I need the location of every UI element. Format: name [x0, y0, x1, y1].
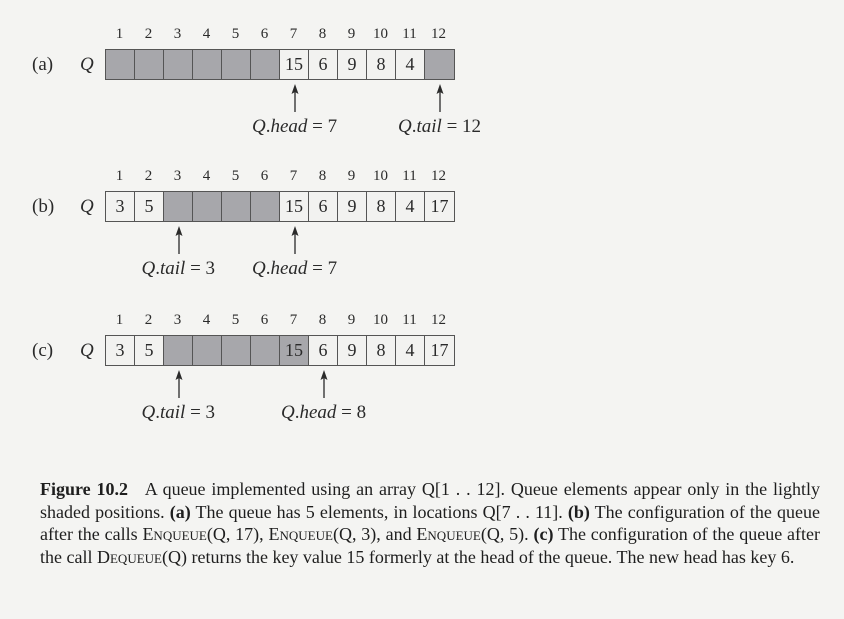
pointer-field: head — [270, 116, 308, 137]
empty-cell — [251, 192, 280, 221]
array-index: 6 — [260, 312, 269, 328]
array-index: 5 — [231, 168, 240, 184]
pointer-label-head: Q.head = 7 — [252, 258, 338, 279]
index-row — [105, 168, 453, 186]
array-index: 7 — [289, 168, 298, 184]
pointer-field: tail — [416, 116, 442, 137]
caption-intro: A queue implemented using an array Q[1 . . 12]. Queue elements appear only in the lightly shaded positions. — [40, 479, 820, 522]
queue-element-cell: 15 — [280, 192, 309, 221]
queue-element-cell: 6 — [309, 192, 338, 221]
queue-element-cell: 9 — [338, 192, 367, 221]
empty-cell — [193, 336, 222, 365]
empty-cell — [135, 50, 164, 79]
empty-cell — [425, 50, 454, 79]
array-index: 1 — [115, 312, 124, 328]
queue-element-cell: 8 — [367, 50, 396, 79]
empty-cell — [164, 192, 193, 221]
array-index: 8 — [318, 312, 327, 328]
empty-cell — [222, 336, 251, 365]
array-index: 4 — [202, 312, 211, 328]
queue-element-cell: 17 — [425, 336, 454, 365]
up-arrow-icon — [172, 370, 186, 398]
array-index: 7 — [289, 26, 298, 42]
array-index: 5 — [231, 312, 240, 328]
empty-cell — [222, 192, 251, 221]
pointer-field: tail — [159, 402, 186, 423]
caption-a-text: The queue has 5 elements, in locations Q[7 . . 11]. — [195, 501, 563, 522]
caption-a-label: (a) — [169, 501, 191, 522]
queue-element-cell: 8 — [367, 336, 396, 365]
queue-element-cell: 6 — [309, 336, 338, 365]
empty-cell — [193, 192, 222, 221]
array-index: 12 — [431, 312, 446, 328]
array-index: 12 — [431, 168, 446, 184]
array-index: 1 — [115, 168, 124, 184]
empty-cell — [251, 336, 280, 365]
pointer-var: Q — [252, 258, 266, 279]
empty-cell — [193, 50, 222, 79]
array-index: 1 — [115, 26, 124, 42]
queue-element-cell: 6 — [309, 50, 338, 79]
caption-dequeue: Dequeue(Q) — [96, 546, 187, 567]
queue-array — [105, 49, 455, 80]
pointer-field: head — [270, 258, 308, 279]
up-arrow-icon — [317, 370, 331, 398]
array-name: Q — [80, 196, 94, 217]
array-index: 3 — [173, 26, 182, 42]
array-index: 7 — [289, 312, 298, 328]
pointer-value: 7 — [327, 258, 338, 279]
array-index: 4 — [202, 26, 211, 42]
panel-label: (a) — [32, 54, 54, 75]
array-name: Q — [80, 54, 94, 75]
up-arrow-icon — [288, 226, 302, 254]
queue-array — [105, 191, 455, 222]
array-index: 4 — [202, 168, 211, 184]
array-index: 3 — [173, 312, 182, 328]
array-index: 9 — [347, 26, 356, 42]
panel-label: (b) — [32, 196, 55, 217]
queue-panel — [0, 22, 844, 152]
empty-cell — [251, 50, 280, 79]
array-index: 2 — [144, 168, 153, 184]
array-index: 11 — [402, 168, 417, 184]
pointer-value: 12 — [462, 116, 482, 137]
pointer-var: Q — [398, 116, 412, 137]
caption-enqueue-1: Enqueue(Q, 17), — [142, 524, 264, 544]
queue-element-cell: 15 — [280, 50, 309, 79]
empty-cell: 15 — [280, 336, 309, 365]
queue-element-cell: 9 — [338, 50, 367, 79]
caption-b-text: The configuration of the queue after the calls — [40, 501, 821, 544]
array-index: 8 — [318, 168, 327, 184]
index-row — [105, 312, 453, 330]
array-index: 10 — [373, 312, 388, 328]
queue-element-cell: 4 — [396, 336, 425, 365]
up-arrow-icon — [288, 84, 302, 112]
pointer-value: 3 — [205, 402, 216, 423]
queue-panel — [0, 164, 844, 294]
pointer-label-head: Q.head = 7 — [252, 116, 338, 137]
array-index: 8 — [318, 26, 327, 42]
queue-element-cell: 17 — [425, 192, 454, 221]
array-index: 11 — [402, 26, 417, 42]
queue-element-cell: 9 — [338, 336, 367, 365]
queue-element-cell: 5 — [135, 192, 164, 221]
empty-cell — [164, 50, 193, 79]
empty-cell — [222, 50, 251, 79]
pointer-field: tail — [159, 258, 186, 279]
array-name: Q — [80, 340, 94, 361]
queue-element-cell: 4 — [396, 192, 425, 221]
figure-label: Figure 10.2 — [40, 479, 129, 499]
array-index: 2 — [144, 26, 153, 42]
array-index: 11 — [402, 312, 417, 328]
pointer-var: Q — [252, 116, 266, 137]
index-row — [105, 26, 453, 44]
queue-element-cell: 5 — [135, 336, 164, 365]
empty-cell — [164, 336, 193, 365]
pointer-value: 8 — [356, 402, 367, 423]
caption-enqueue-2: Enqueue(Q, 3), — [268, 524, 381, 544]
queue-element-cell: 3 — [106, 192, 135, 221]
queue-element-cell: 4 — [396, 50, 425, 79]
array-index: 3 — [173, 168, 182, 184]
pointer-var: Q — [141, 258, 156, 279]
caption-c-label: (c) — [533, 524, 554, 544]
array-index: 6 — [260, 26, 269, 42]
up-arrow-icon — [172, 226, 186, 254]
array-index: 9 — [347, 312, 356, 328]
pointer-field: head — [299, 402, 337, 423]
array-index: 12 — [431, 26, 446, 42]
array-index: 2 — [144, 312, 153, 328]
pointer-value: 7 — [327, 116, 338, 137]
queue-element-cell: 3 — [106, 336, 135, 365]
caption-c-text: The configuration of the queue after the call — [40, 524, 821, 567]
array-index: 5 — [231, 26, 240, 42]
array-index: 6 — [260, 168, 269, 184]
caption-enqueue-3: Enqueue(Q, 5). — [416, 524, 529, 544]
queue-element-cell: 8 — [367, 192, 396, 221]
pointer-label-tail: Q.tail = 3 — [141, 402, 216, 423]
pointer-label-tail: Q.tail = 3 — [141, 258, 216, 279]
empty-cell — [106, 50, 135, 79]
pointer-label-tail: Q.tail = 12 — [398, 116, 482, 137]
caption-and: and — [385, 524, 412, 544]
panel-label: (c) — [32, 340, 54, 361]
queue-panel — [0, 308, 844, 438]
queue-array — [105, 335, 455, 366]
pointer-label-head: Q.head = 8 — [281, 402, 367, 423]
up-arrow-icon — [433, 84, 447, 112]
caption-c-text-2: returns the key value 15 formerly at the head of the queue. The new head has key 6. — [191, 546, 795, 567]
pointer-var: Q — [141, 402, 156, 423]
pointer-value: 3 — [205, 258, 216, 279]
figure-caption — [40, 478, 820, 568]
array-index: 10 — [373, 168, 388, 184]
pointer-var: Q — [281, 402, 295, 423]
array-index: 10 — [373, 26, 388, 42]
caption-b-label: (b) — [567, 501, 590, 522]
array-index: 9 — [347, 168, 356, 184]
